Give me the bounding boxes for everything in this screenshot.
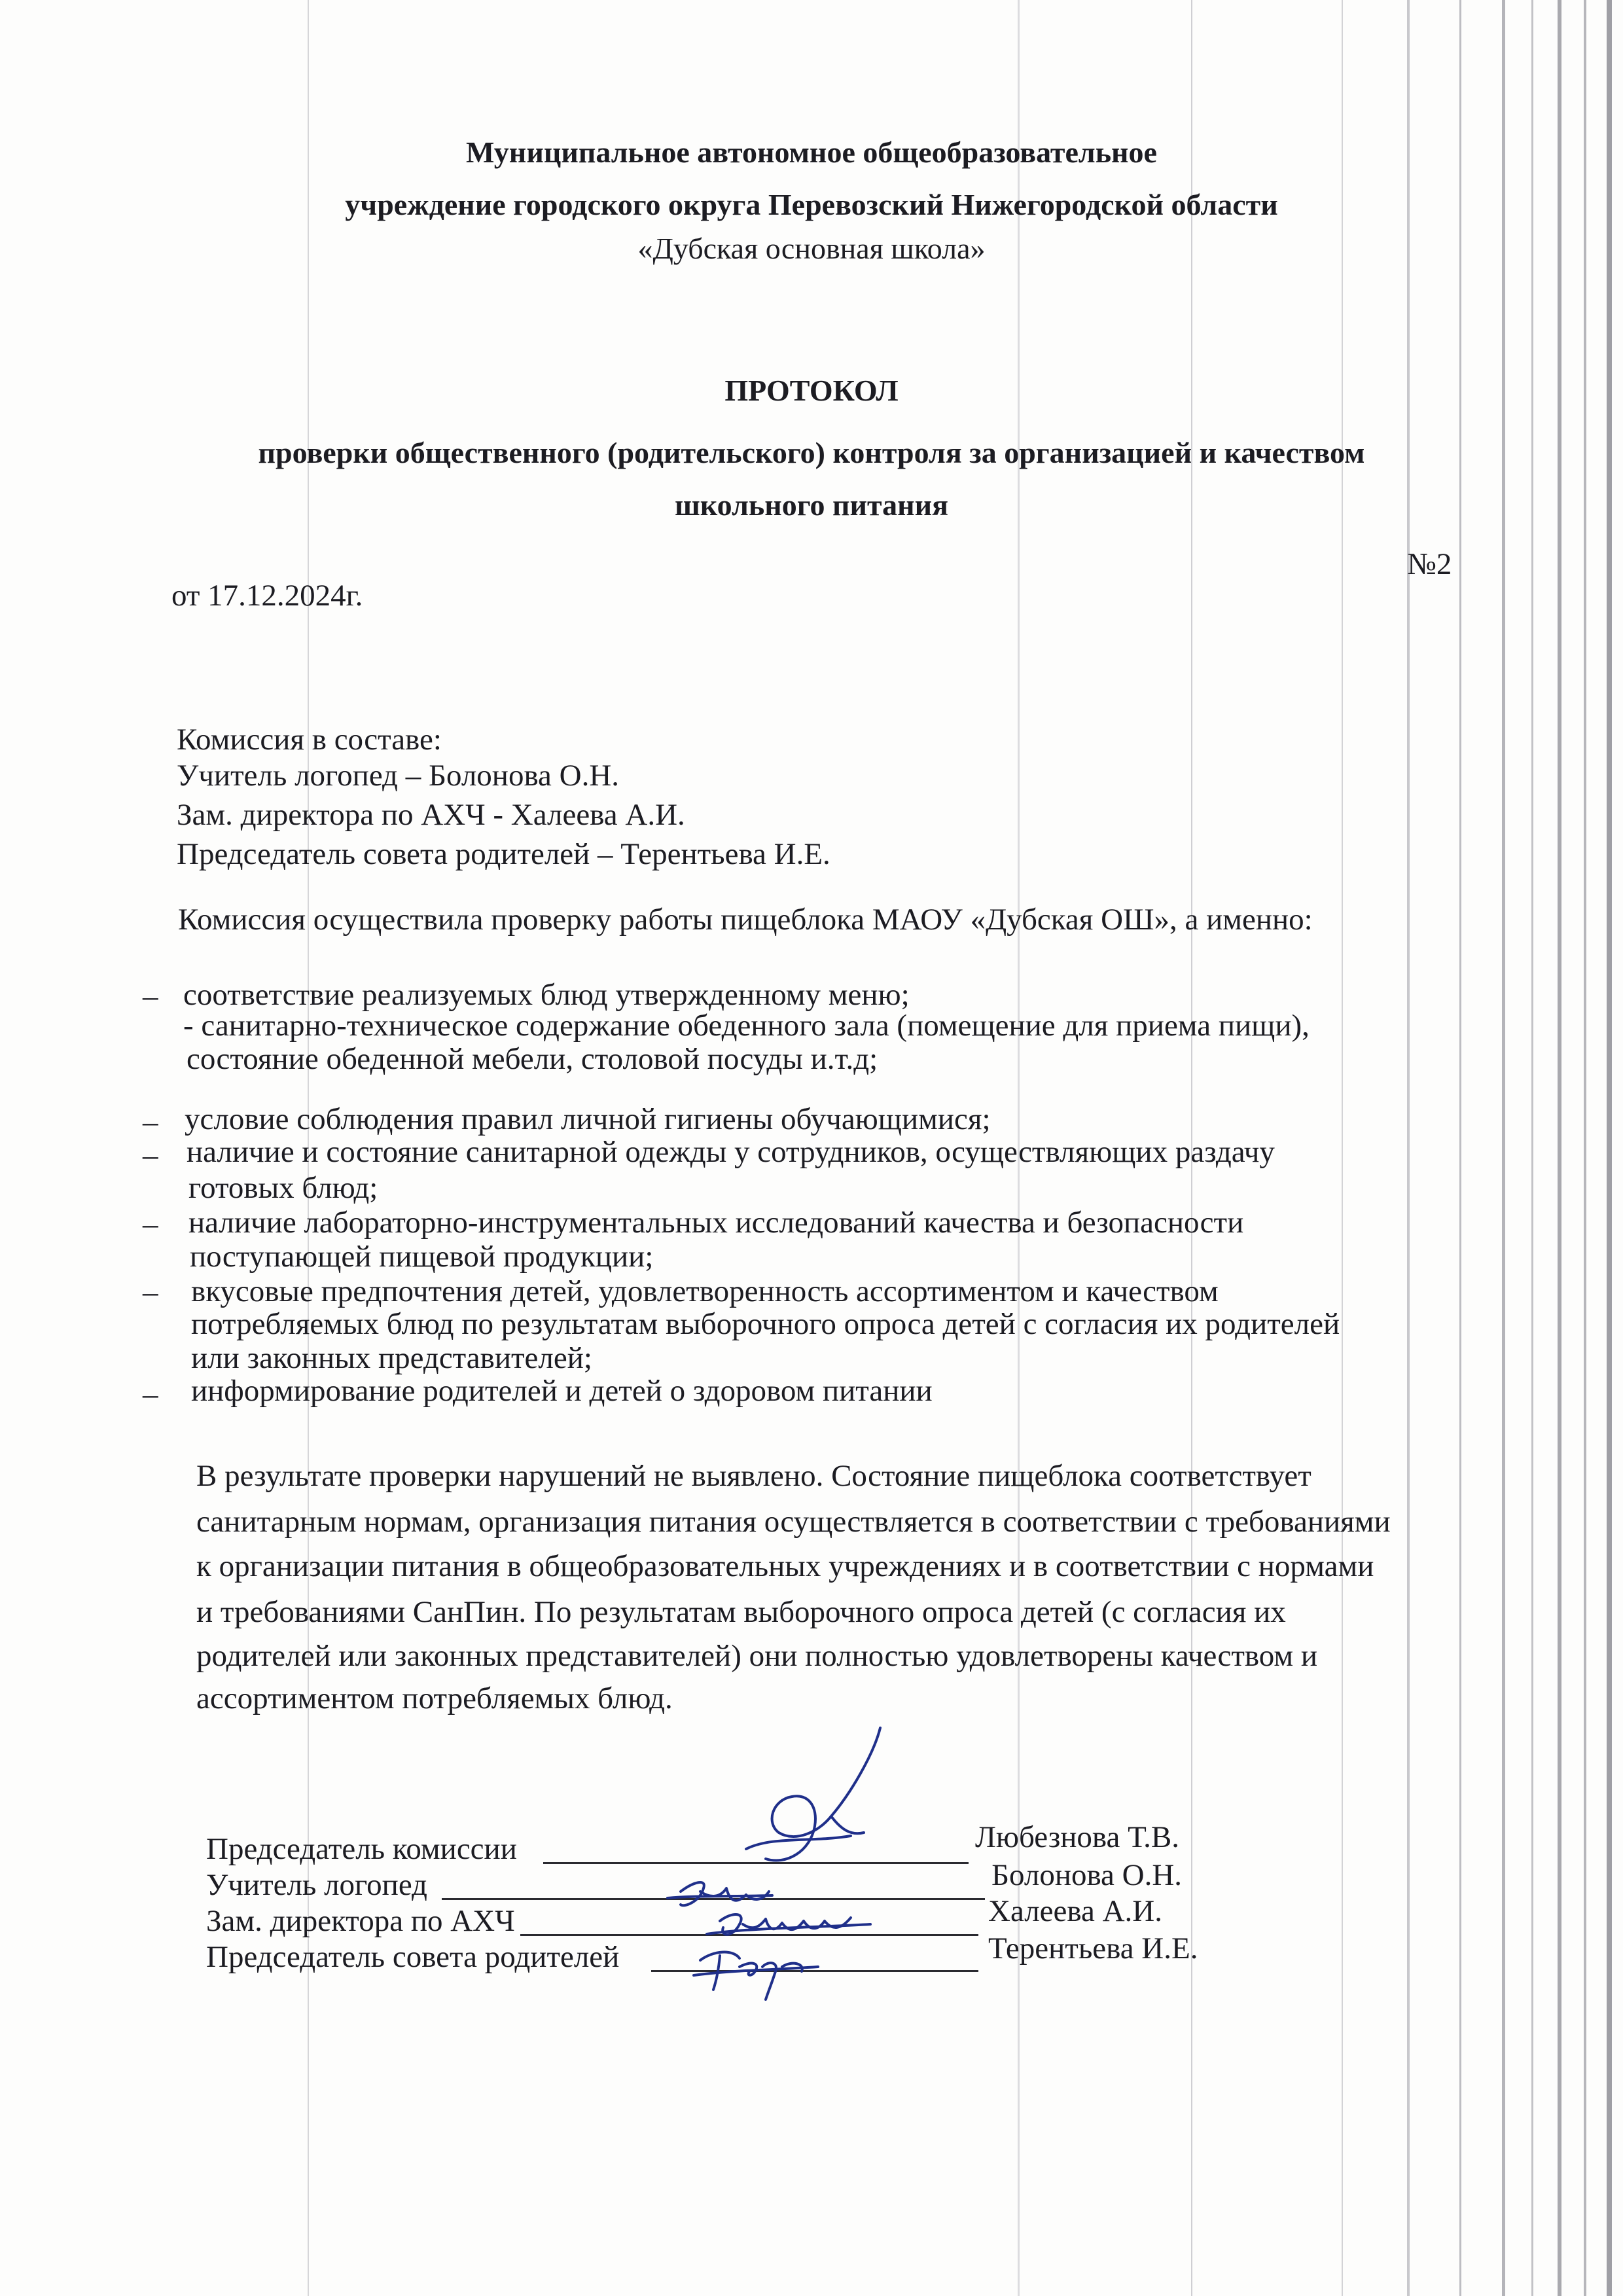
inspection-item: вкусовые предпочтения детей, удовлетворенность ассортиментом и качеством — [191, 1274, 1219, 1308]
commission-member: Зам. директора по АХЧ - Халеева А.И. — [177, 798, 685, 832]
bullet-dash: – — [143, 1138, 158, 1172]
org-name-line-1: Муниципальное автономное общеобразовательное — [466, 135, 1157, 169]
bullet-dash: – — [143, 1207, 158, 1241]
inspection-item: готовых блюд; — [188, 1171, 378, 1205]
result-line: санитарным нормам, организация питания осуществляется в соответствии с требованиями — [196, 1505, 1391, 1539]
scan-streak — [1407, 0, 1410, 2296]
handwritten-signatures — [654, 1702, 955, 2016]
signature-name: Любезнова Т.В. — [975, 1820, 1179, 1854]
protocol-number: №2 — [1407, 547, 1452, 581]
protocol-title: ПРОТОКОЛ — [724, 374, 899, 407]
protocol-subtitle-line-1: проверки общественного (родительского) контроля за организацией и качеством — [258, 436, 1365, 469]
bullet-dash: – — [143, 1377, 158, 1411]
bullet-dash: – — [143, 1275, 158, 1309]
commission-heading: Комиссия в составе: — [177, 723, 442, 757]
inspection-item: или законных представителей; — [191, 1341, 592, 1375]
commission-member: Учитель логопед – Болонова О.Н. — [177, 759, 620, 793]
signature-role: Председатель совета родителей — [206, 1940, 620, 1974]
signature-name: Болонова О.Н. — [991, 1858, 1183, 1892]
protocol-date: от 17.12.2024г. — [171, 579, 363, 613]
signature-role: Председатель комиссии — [206, 1832, 517, 1866]
scan-streak — [1459, 0, 1461, 2296]
signature-role: Учитель логопед — [206, 1868, 427, 1902]
signature-name: Халеева А.И. — [988, 1894, 1162, 1928]
bullet-dash: – — [143, 979, 158, 1013]
school-name: «Дубская основная школа» — [637, 232, 986, 265]
inspection-intro: Комиссия осуществила проверку работы пищеблока МАОУ «Дубская ОШ», а именно: — [178, 903, 1313, 937]
inspection-item: наличие и состояние санитарной одежды у сотрудников, осуществляющих раздачу — [187, 1135, 1275, 1169]
inspection-item: состояние обеденной мебели, столовой посуды и.т.д; — [187, 1042, 878, 1076]
scan-streak — [1342, 0, 1343, 2296]
scan-streak — [1531, 0, 1533, 2296]
result-line: В результате проверки нарушений не выявлено. Состояние пищеблока соответствует — [196, 1459, 1311, 1493]
inspection-item: - санитарно-техническое содержание обеденного зала (помещение для приема пищи), — [183, 1009, 1310, 1043]
inspection-item: условие соблюдения правил личной гигиены обучающимися; — [185, 1102, 991, 1136]
result-line: ассортиментом потребляемых блюд. — [196, 1681, 673, 1715]
inspection-item: соответствие реализуемых блюд утвержденному меню; — [183, 978, 910, 1012]
org-name-line-2: учреждение городского округа Перевозский Нижегородской области — [345, 188, 1278, 221]
inspection-item: поступающей пищевой продукции; — [190, 1240, 654, 1274]
bullet-dash: – — [143, 1105, 158, 1139]
scan-streak — [1584, 0, 1586, 2296]
protocol-subtitle-line-2: школьного питания — [674, 488, 949, 522]
scan-streak — [1558, 0, 1561, 2296]
result-line: к организации питания в общеобразовательных учреждениях и в соответствии с нормами — [196, 1549, 1374, 1583]
inspection-item: информирование родителей и детей о здоровом питании — [191, 1374, 933, 1408]
scan-streak — [1502, 0, 1505, 2296]
result-line: родителей или законных представителей) они полностью удовлетворены качеством и — [196, 1639, 1318, 1673]
inspection-item: потребляемых блюд по результатам выборочного опроса детей с согласия их родителей — [191, 1307, 1340, 1341]
result-line: и требованиями СанПин. По результатам выборочного опроса детей (с согласия их — [196, 1595, 1286, 1629]
scan-streak — [1607, 0, 1612, 2296]
commission-member: Председатель совета родителей – Терентьева И.Е. — [177, 837, 830, 871]
signature-role: Зам. директора по АХЧ — [206, 1904, 515, 1938]
signature-name: Терентьева И.Е. — [988, 1931, 1198, 1965]
inspection-item: наличие лабораторно-инструментальных исследований качества и безопасности — [188, 1206, 1244, 1240]
